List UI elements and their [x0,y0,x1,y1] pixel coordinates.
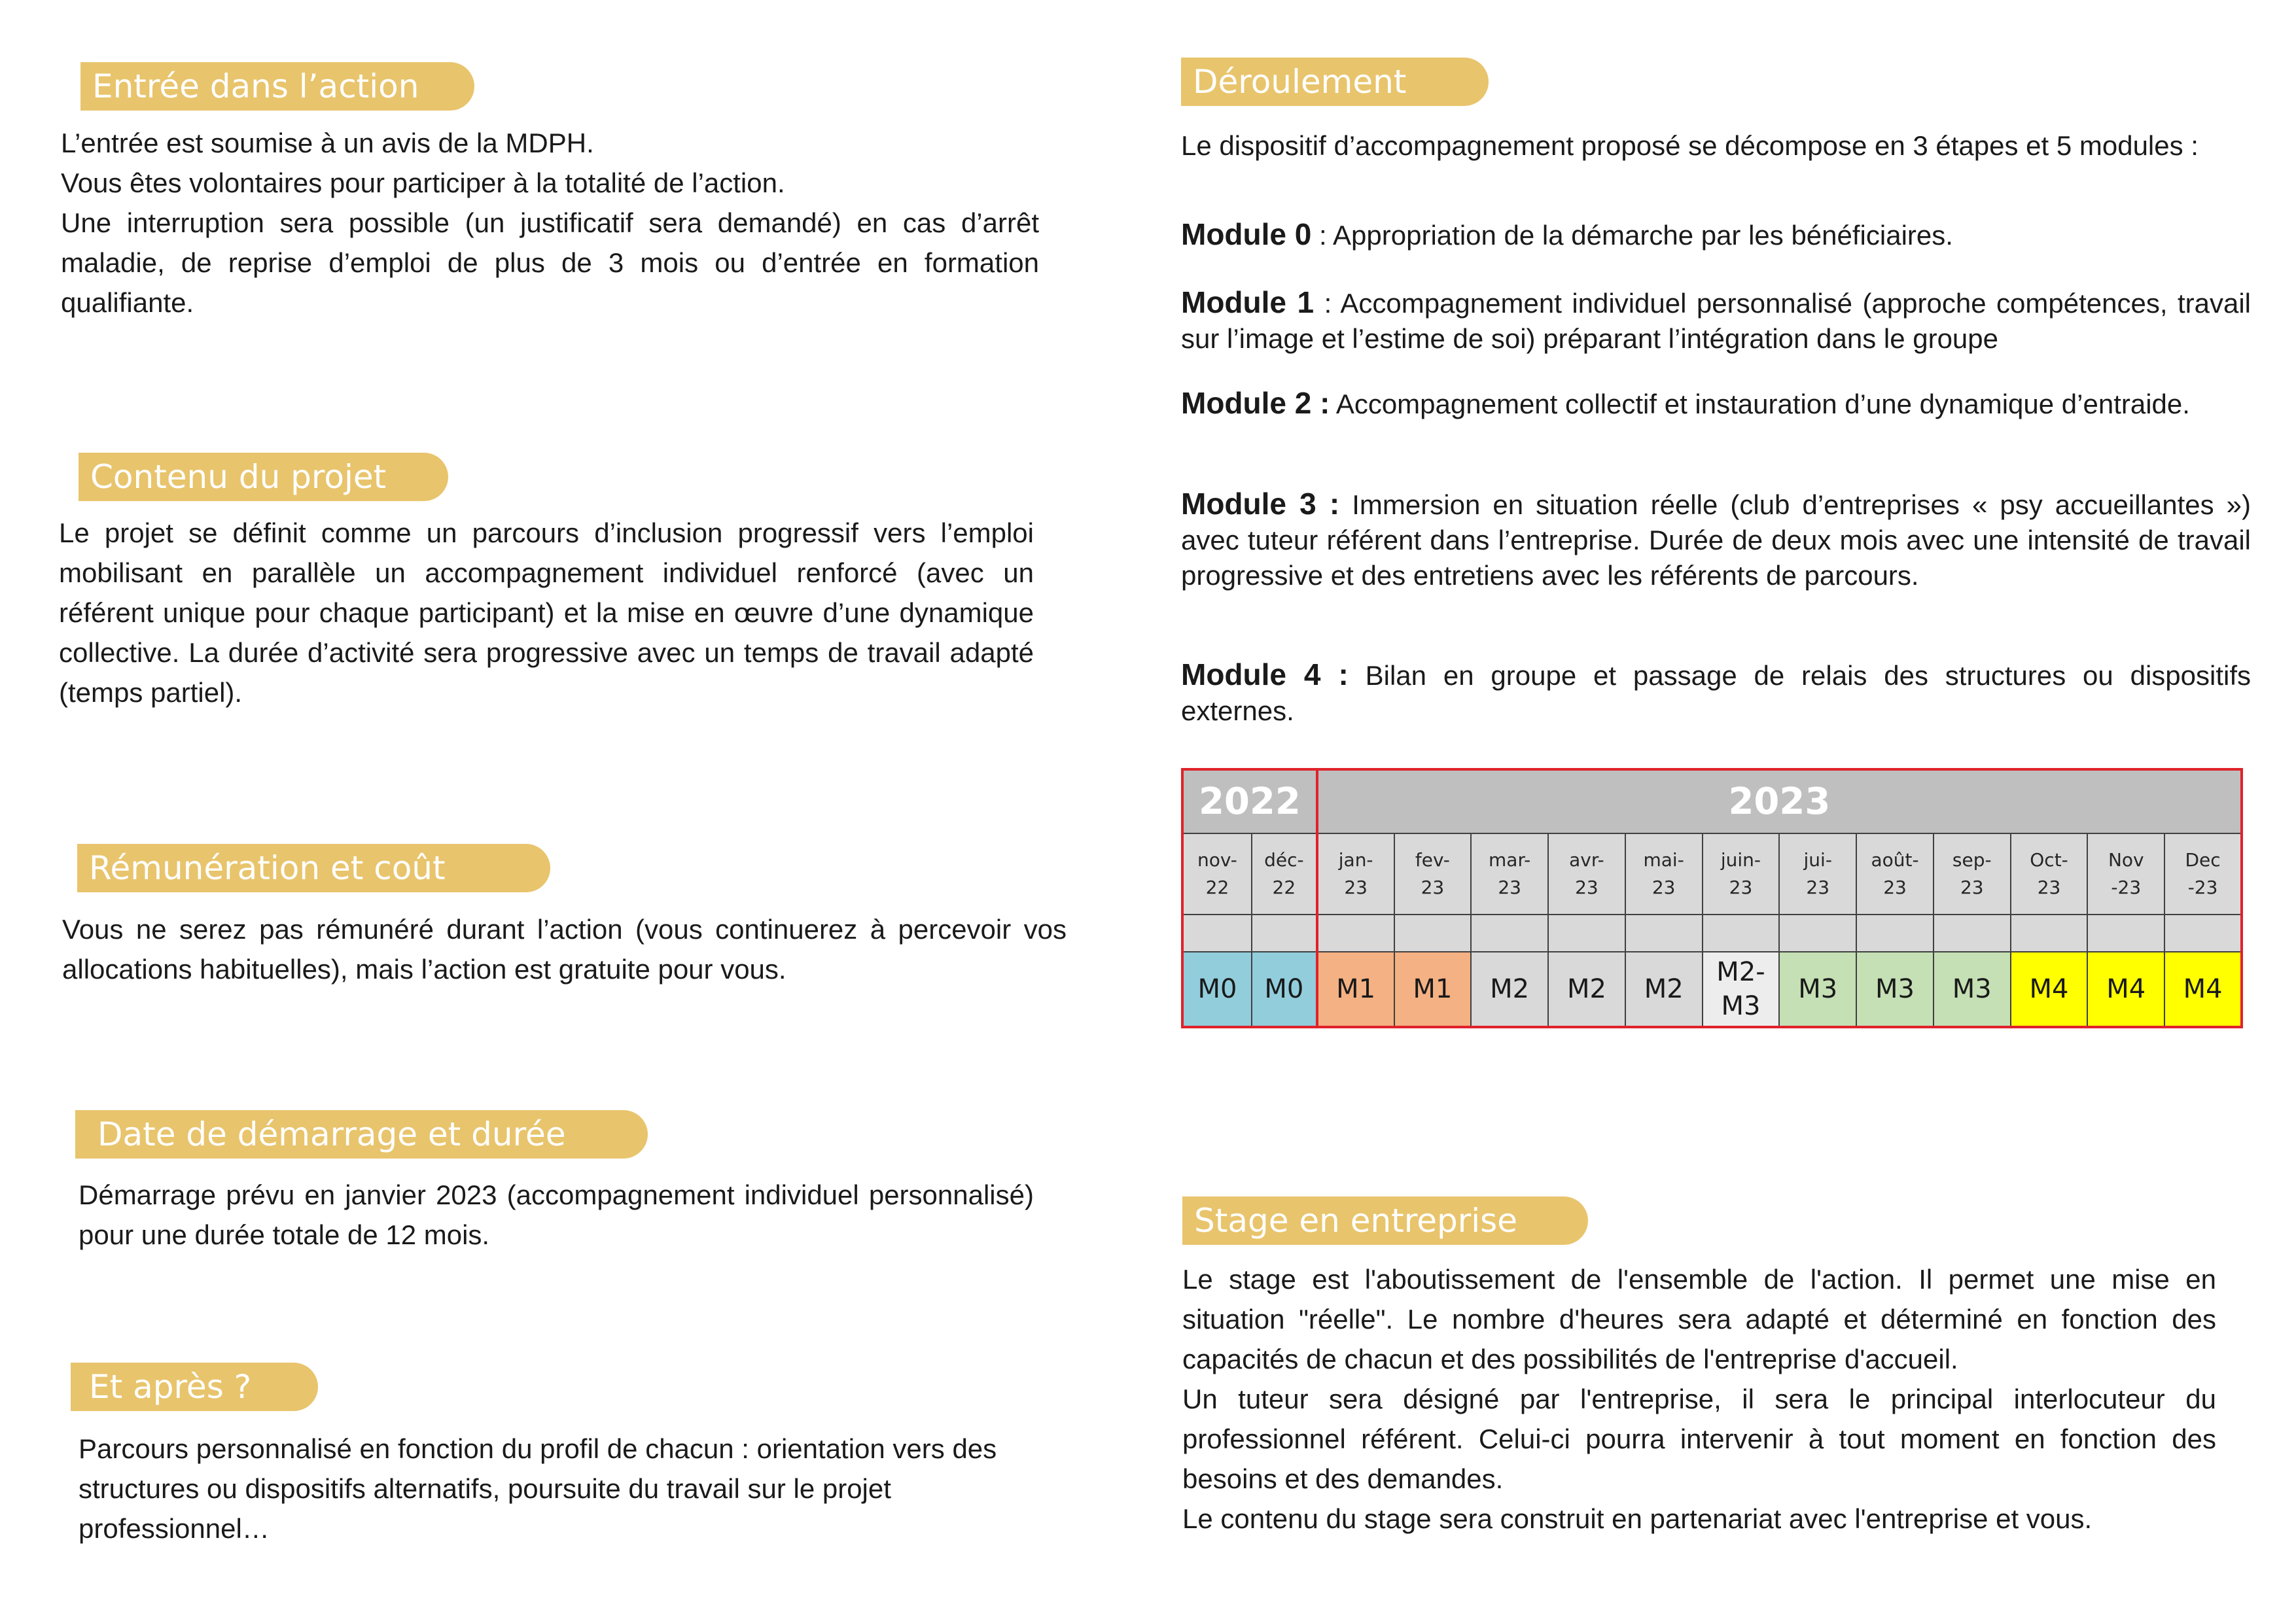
section-entree-dans-action [61,123,1039,323]
module-cell: M3 [1856,952,1934,1027]
planning-blank-row [1182,915,2242,952]
month-cell: jui- 23 [1779,833,1856,915]
heading-stage-en-entreprise: Stage en entreprise [1182,1196,1588,1245]
date-text: Démarrage prévu en janvier 2023 (accompagnement individuel personnalisé) pour une durée totale de 12 mois. [79,1179,1034,1250]
month-cell: déc- 22 [1252,833,1317,915]
blank-cell [1856,915,1934,952]
month-cell: mar- 23 [1471,833,1548,915]
heading-deroulement: Déroulement [1181,58,1489,106]
month-cell: août- 23 [1856,833,1934,915]
blank-cell [1625,915,1703,952]
module-cell: M0 [1182,952,1252,1027]
module-2-sep [1330,389,1335,419]
module-0-text: Appropriation de la démarche par les bénéficiaires. [1333,220,1953,251]
contenu-text: Le projet se définit comme un parcours d’inclusion progressif vers l’emploi mobilisant en parallèle un accompagnement individuel renforcé (avec un référent unique pour chaque participant) et la mise en œuvre d’une dynamique collective. La durée d’activité sera progressive avec un temps de travail adapté (temps partiel). [59,517,1034,708]
blank-cell [1182,915,1252,952]
module-0-label: Module 0 [1181,217,1312,251]
module-cell: M2 [1471,952,1548,1027]
deroulement-intro [1181,128,2231,164]
module-3 [1181,486,2251,593]
module-2 [1181,385,2251,422]
deroulement-intro-text: Le dispositif d’accompagnement proposé se décompose en 3 étapes et 5 modules : [1181,130,2199,161]
blank-cell [1548,915,1625,952]
year-2023: 2023 [1317,769,2242,833]
heading-et-apres: Et après ? [71,1363,318,1411]
blank-cell [1317,915,1394,952]
module-cell: M3 [1934,952,2011,1027]
module-3-text: Immersion en situation réelle (club d’entreprises « psy accueillantes ») avec tuteur référent dans l’entreprise. Durée de deux mois avec une intensité de travail progressive et des entretiens avec les référents de parcours. [1181,489,2251,591]
module-cell: M3 [1779,952,1856,1027]
year-2022: 2022 [1182,769,1317,833]
module-1-text: Accompagnement individuel personnalisé (approche compétences, travail sur l’image et l’estime de soi) préparant l’intégration dans le groupe [1181,288,2251,354]
planning-module-row [1182,952,2242,1027]
month-cell: Dec -23 [2164,833,2242,915]
section-et-apres [79,1429,1040,1548]
module-cell: M4 [2011,952,2088,1027]
month-cell: nov- 22 [1182,833,1252,915]
module-2-label: Module 2 : [1181,386,1330,420]
stage-line-2: Un tuteur sera désigné par l'entreprise, il sera le principal interlocuteur du professionnel référent. Celui-ci pourra intervenir à tout moment en fonction des besoins et des demandes. [1182,1384,2216,1494]
module-cell: M2 [1548,952,1625,1027]
heading-date-demarrage-duree: Date de démarrage et durée [75,1110,648,1159]
blank-cell [1779,915,1856,952]
planning-month-row [1182,833,2242,915]
entree-line-3: Une interruption sera possible (un justificatif sera demandé) en cas d’arrêt maladie, de reprise d’emploi de plus de 3 mois ou d’entrée en formation qualifiante. [61,207,1039,318]
module-0-sep: : [1311,220,1333,251]
module-cell: M2- M3 [1703,952,1780,1027]
section-date-demarrage-duree [79,1175,1034,1255]
heading-contenu-du-projet: Contenu du projet [79,453,448,501]
module-1 [1181,285,2251,357]
month-cell: avr- 23 [1548,833,1625,915]
month-cell: Oct- 23 [2011,833,2088,915]
section-stage-en-entreprise [1182,1259,2216,1539]
module-cell: M0 [1252,952,1317,1027]
entree-line-1: L’entrée est soumise à un avis de la MDPH. [61,128,594,158]
module-4-text: Bilan en groupe et passage de relais des structures ou dispositifs externes. [1181,660,2251,726]
remuneration-text: Vous ne serez pas rémunéré durant l’action (vous continuerez à percevoir vos allocations habituelles), mais l’action est gratuite pour vous. [62,914,1067,985]
blank-cell [1703,915,1780,952]
blank-cell [2087,915,2164,952]
module-1-label: Module 1 [1181,285,1315,319]
module-2-text: Accompagnement collectif et instauration d’une dynamique d’entraide. [1335,389,2190,419]
blank-cell [1934,915,2011,952]
planning-year-row [1182,769,2242,833]
module-3-sep [1339,489,1352,520]
module-1-sep: : [1314,288,1341,319]
section-remuneration-et-cout [62,909,1067,989]
apres-text: Parcours personnalisé en fonction du profil de chacun : orientation vers des structures ou dispositifs alternatifs, poursuite du travail sur le projet professionnel… [79,1433,997,1544]
module-4 [1181,657,2251,729]
module-cell: M2 [1625,952,1703,1027]
module-0 [1181,217,2251,253]
blank-cell [1394,915,1472,952]
month-cell: fev- 23 [1394,833,1472,915]
blank-cell [1252,915,1317,952]
blank-cell [1471,915,1548,952]
month-cell: mai- 23 [1625,833,1703,915]
module-cell: M1 [1394,952,1472,1027]
blank-cell [2164,915,2242,952]
month-cell: sep- 23 [1934,833,2011,915]
module-4-sep [1349,660,1366,691]
module-3-label: Module 3 : [1181,487,1340,521]
entree-line-2: Vous êtes volontaires pour participer à la totalité de l’action. [61,167,785,198]
month-cell: Nov -23 [2087,833,2164,915]
module-cell: M4 [2164,952,2242,1027]
module-cell: M1 [1317,952,1394,1027]
section-contenu-du-projet [59,513,1034,712]
month-cell: jan- 23 [1317,833,1394,915]
module-cell: M4 [2087,952,2164,1027]
module-4-label: Module 4 : [1181,657,1349,691]
heading-entree-dans-action: Entrée dans l’action [80,62,474,111]
stage-line-3: Le contenu du stage sera construit en partenariat avec l'entreprise et vous. [1182,1503,2093,1534]
heading-remuneration-et-cout: Rémunération et coût [77,844,550,892]
blank-cell [2011,915,2088,952]
planning-table [1181,768,2243,1028]
month-cell: juin- 23 [1703,833,1780,915]
stage-line-1: Le stage est l'aboutissement de l'ensemble de l'action. Il permet une mise en situation "réelle". Le nombre d'heures sera adapté et déterminé en fonction des capacités de chacun et des possibilités de l'entreprise d'accueil. [1182,1264,2216,1374]
